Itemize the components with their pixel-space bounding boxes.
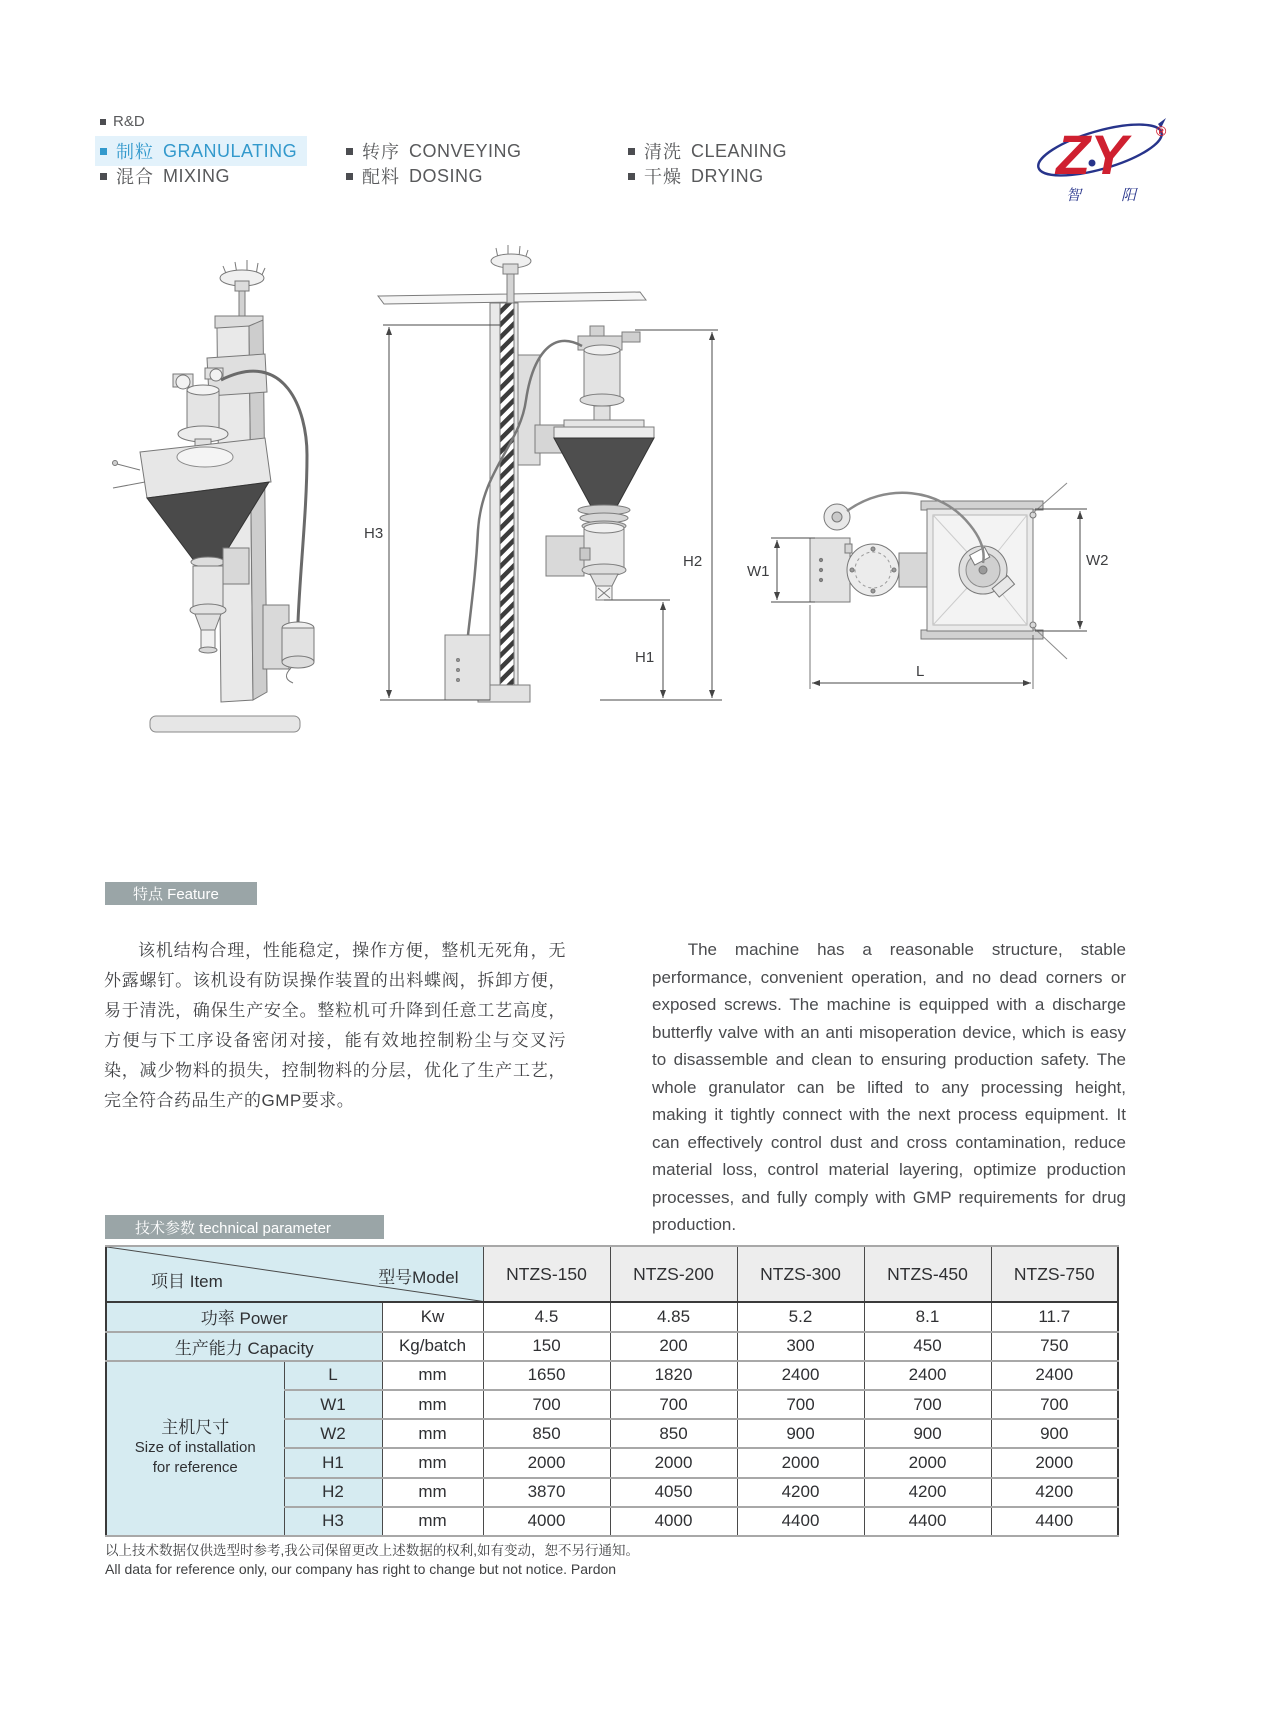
cell: 2000 [483,1448,610,1477]
dim-label: W1 [284,1390,382,1419]
cell: 2400 [991,1361,1118,1390]
menu-item-dosing[interactable] [346,163,483,189]
menu-item-rd[interactable] [100,113,145,130]
registered-mark: ® [1156,123,1167,139]
row-unit: mm [382,1448,483,1477]
menu-item-granulating[interactable] [95,136,307,166]
feature-title-text: 特点 Feature [133,886,219,903]
cell: 4400 [991,1507,1118,1536]
tech-parameter-section-title [105,1215,384,1239]
cell: 4400 [737,1507,864,1536]
cell: 750 [991,1332,1118,1361]
bullet-icon [346,173,353,180]
row-unit: mm [382,1419,483,1448]
dim-label: H1 [284,1448,382,1477]
cell: 200 [610,1332,737,1361]
size-group-zh: 主机尺寸 [161,1418,230,1438]
cell: 1820 [610,1361,737,1390]
cell: 4400 [864,1507,991,1536]
cell: 5.2 [737,1302,864,1331]
menu-item-conveying[interactable] [346,138,522,164]
cell: 700 [610,1390,737,1419]
granulator-elevation-drawing [350,230,730,745]
menu-item-drying[interactable] [628,163,764,189]
dim-label: L [284,1361,382,1390]
model-header: 型号Model [378,1268,459,1287]
dim-label-h1: H1 [635,649,655,666]
cell: 4.85 [610,1302,737,1331]
cell: 900 [991,1419,1118,1448]
menu-label-zh: 清洗 [644,142,682,162]
dim-label-l: L [916,663,925,680]
cell: 2000 [610,1448,737,1477]
bullet-icon [100,148,107,155]
model-column-header: NTZS-450 [864,1246,991,1302]
table-row-capacity [106,1332,1118,1361]
cell: 300 [737,1332,864,1361]
bullet-icon [628,173,635,180]
granulator-isometric-drawing [95,230,345,740]
model-column-header: NTZS-200 [610,1246,737,1302]
disclaimer [105,1542,639,1578]
logo-subtext: 智 阳 [1066,187,1155,204]
cell: 700 [864,1390,991,1419]
bullet-icon [100,173,107,180]
technical-parameter-table [105,1245,1119,1537]
item-header: 项目 Item [151,1272,223,1292]
model-column-header: NTZS-150 [483,1246,610,1302]
row-label: 功率 Power [106,1302,382,1331]
cell: 4000 [610,1507,737,1536]
tech-title-text: 技术参数 technical parameter [135,1219,331,1237]
size-group-en2: for reference [152,1459,238,1477]
dimension-lines [380,325,722,700]
cell: 8.1 [864,1302,991,1331]
dim-label: W2 [284,1419,382,1448]
feature-paragraph-zh: 该机结构合理，性能稳定，操作方便，整机无死角，无外露螺钉。该机设有防误操作装置的出料蝶阀，拆卸方便，易于清洗，确保生产安全。整粒机可升降到任意工艺高度，方便与下工序设备密闭对接，能有效地控制粉尘与交叉污染，减少物料的损失，控制物料的分层，优化了生产工艺，完全符合药品生产的GMP要求。 [104,941,566,1110]
dim-label: H3 [284,1507,382,1536]
diagonal-header-cell [106,1246,483,1302]
cell: 450 [864,1332,991,1361]
cell: 4.5 [483,1302,610,1331]
bullet-icon [628,148,635,155]
cell: 3870 [483,1478,610,1507]
menu-label-zh: 制粒 [116,142,154,162]
model-column-header: NTZS-300 [737,1246,864,1302]
bullet-icon [100,119,106,125]
row-unit: Kg/batch [382,1332,483,1361]
model-column-header: NTZS-750 [991,1246,1118,1302]
bullet-icon [346,148,353,155]
cell: 4050 [610,1478,737,1507]
menu-label-en: DRYING [691,165,764,186]
menu-label-zh: 配料 [362,167,400,187]
row-unit: Kw [382,1302,483,1331]
cell: 11.7 [991,1302,1118,1331]
menu-label-en: GRANULATING [163,140,298,161]
table-row-power [106,1302,1118,1331]
cell: 700 [483,1390,610,1419]
logo-text: ZY [1056,123,1128,186]
size-group-en1: Size of installation [134,1439,256,1457]
row-unit: mm [382,1507,483,1536]
cell: 2000 [991,1448,1118,1477]
menu-label-zh: 转序 [362,142,400,162]
dim-label: H2 [284,1478,382,1507]
top-clamp [220,260,265,317]
row-unit: mm [382,1361,483,1390]
menu-label-en: MIXING [163,165,231,186]
cell: 4200 [991,1478,1118,1507]
row-unit: mm [382,1478,483,1507]
menu-item-mixing[interactable] [100,163,230,189]
dim-label-h3: H3 [364,525,384,542]
dim-label-w1: W1 [747,563,770,580]
feature-paragraph-en: The machine has a reasonable structure, stable performance, convenient operation, and no dead corners or exposed screws. The machine is equipped with a discharge butterfly valve with an anti misoperation device, which is easy to disassemble and clean to ensuring production safety. The whole granulator can be lifted to any processing height, making it tightly connect with the next process equipment. It can effectively control dust and cross contamination, reduce material loss, control material layering, optimize production processes, and fully comply with GMP requirements for drug production. [652,940,1126,1234]
cell: 900 [864,1419,991,1448]
size-group-cell [106,1361,284,1536]
disclaimer-en: All data for reference only, our company has right to change but not notice. Pardon [105,1561,617,1577]
menu-label-en: CLEANING [691,140,788,161]
cell: 850 [483,1419,610,1448]
menu-label: R&D [113,113,145,130]
cell: 2400 [737,1361,864,1390]
feature-section-title [105,882,257,905]
cell: 150 [483,1332,610,1361]
menu-label-en: CONVEYING [409,140,522,161]
cell: 1650 [483,1361,610,1390]
cell: 2400 [864,1361,991,1390]
dim-label-w2: W2 [1086,552,1109,569]
row-unit: mm [382,1390,483,1419]
cell: 2000 [737,1448,864,1477]
menu-label-zh: 干燥 [644,167,682,187]
cell: 700 [737,1390,864,1419]
table-row-L [106,1361,1118,1390]
menu-label-en: DOSING [409,165,484,186]
granulator-top-view-drawing [735,445,1115,700]
cell: 4200 [864,1478,991,1507]
cell: 850 [610,1419,737,1448]
menu-item-cleaning[interactable] [628,138,787,164]
cell: 2000 [864,1448,991,1477]
cell: 4200 [737,1478,864,1507]
cell: 4000 [483,1507,610,1536]
cell: 900 [737,1419,864,1448]
cell: 700 [991,1390,1118,1419]
disclaimer-zh: 以上技术数据仅供选型时参考,我公司保留更改上述数据的权利,如有变动，恕不另行通知。 [105,1543,640,1558]
zy-logo-icon [1030,108,1190,208]
menu-label-zh: 混合 [116,167,154,187]
dim-label-h2: H2 [683,553,703,570]
company-logo [1030,108,1190,208]
row-label: 生产能力 Capacity [106,1332,382,1361]
